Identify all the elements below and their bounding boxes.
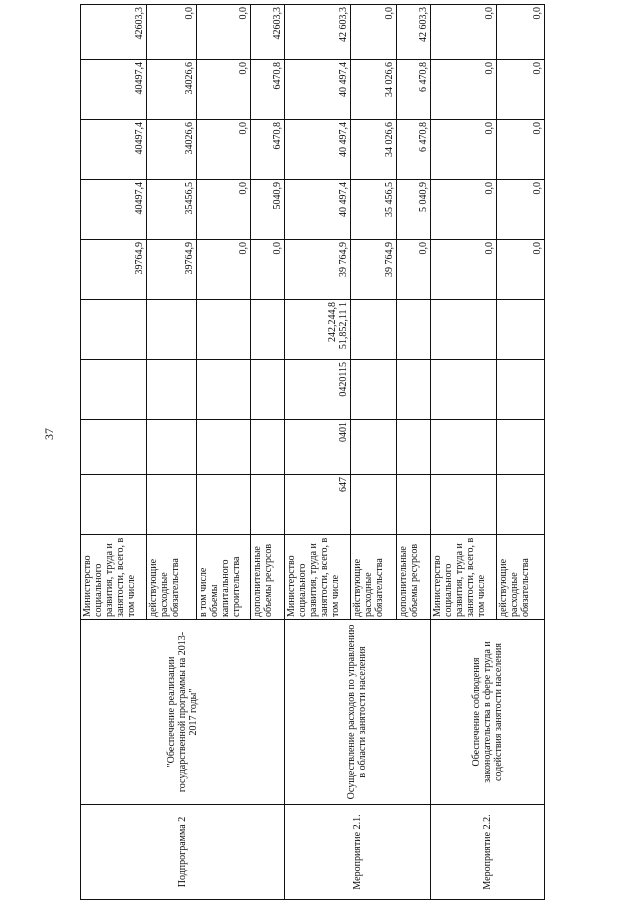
grbs-cell: 647: [285, 475, 351, 535]
source-cell: действующие расходные обязательства: [497, 535, 545, 620]
vr-cell: [81, 300, 147, 360]
value-cell-4: 40 497,4: [285, 60, 351, 120]
value-cell-1: 39764,9: [147, 240, 197, 300]
source-cell: дополнительные объемы ресурсов: [250, 535, 284, 620]
value-cell-4: 0,0: [197, 60, 251, 120]
value-cell-3: 6470,8: [250, 120, 284, 180]
vr-cell: [250, 300, 284, 360]
csr-cell: [81, 360, 147, 420]
value-cell-1: 0,0: [396, 240, 430, 300]
rzpr-cell: [351, 420, 397, 475]
value-cell-3: 40497,4: [81, 120, 147, 180]
value-cell-5: 42603,3: [81, 5, 147, 60]
value-cell-2: 35456,5: [147, 180, 197, 240]
value-cell-5: 0,0: [351, 5, 397, 60]
source-cell: действующие расходные обязательства: [147, 535, 197, 620]
source-cell: в том числе объемы капитального строительства: [197, 535, 251, 620]
grbs-cell: [351, 475, 397, 535]
value-cell-1: 0,0: [497, 240, 545, 300]
value-cell-2: 5 040,9: [396, 180, 430, 240]
value-cell-5: 0,0: [430, 5, 496, 60]
rzpr-cell: [147, 420, 197, 475]
value-cell-3: 0,0: [197, 120, 251, 180]
csr-cell: [430, 360, 496, 420]
table-row: [81, 5, 147, 900]
grbs-cell: [81, 475, 147, 535]
value-cell-1: 39 764,9: [351, 240, 397, 300]
value-cell-2: 0,0: [497, 180, 545, 240]
grbs-cell: [396, 475, 430, 535]
csr-cell: [147, 360, 197, 420]
value-cell-4: 6470,8: [250, 60, 284, 120]
value-cell-1: 0,0: [250, 240, 284, 300]
rzpr-cell: [497, 420, 545, 475]
csr-cell: [250, 360, 284, 420]
value-cell-2: 5040,9: [250, 180, 284, 240]
rzpr-cell: [396, 420, 430, 475]
value-cell-1: 0,0: [430, 240, 496, 300]
value-cell-2: 0,0: [197, 180, 251, 240]
vr-cell: [396, 300, 430, 360]
csr-cell: 0420115: [285, 360, 351, 420]
value-cell-4: 40497,4: [81, 60, 147, 120]
vr-cell: [197, 300, 251, 360]
rzpr-cell: [197, 420, 251, 475]
rzpr-cell: [250, 420, 284, 475]
rzpr-cell: 0401: [285, 420, 351, 475]
rotated-table-container: [80, 5, 545, 900]
section-cell: Мероприятие 2.2.: [430, 805, 544, 900]
grbs-cell: [497, 475, 545, 535]
rzpr-cell: [81, 420, 147, 475]
source-cell: Министерство социального развития, труда и занятости, всего, в том числе: [285, 535, 351, 620]
value-cell-5: 42 603,3: [396, 5, 430, 60]
title-cell: Обеспечение соблюдения законодательства в сфере труда и содействия занятости населения: [430, 620, 544, 805]
value-cell-2: 40 497,4: [285, 180, 351, 240]
value-cell-1: 39764,9: [81, 240, 147, 300]
value-cell-3: 34026,6: [147, 120, 197, 180]
source-cell: Министерство социального развития, труда и занятости, всего, в том числе: [81, 535, 147, 620]
vr-cell: [147, 300, 197, 360]
csr-cell: [497, 360, 545, 420]
value-cell-3: 0,0: [430, 120, 496, 180]
page-number: 37: [42, 428, 56, 440]
table-row: [285, 5, 351, 900]
title-cell: "Обеспечение реализации государственной программы на 2013-2017 годы": [81, 620, 285, 805]
value-cell-1: 39 764,9: [285, 240, 351, 300]
source-cell: Министерство социального развития, труда и занятости, всего, в том числе: [430, 535, 496, 620]
value-cell-5: 0,0: [197, 5, 251, 60]
value-cell-4: 0,0: [497, 60, 545, 120]
grbs-cell: [430, 475, 496, 535]
vr-cell: [430, 300, 496, 360]
value-cell-3: 6 470,8: [396, 120, 430, 180]
vr-cell: 242,244,8 51,852,11 1: [285, 300, 351, 360]
value-cell-4: 34026,6: [147, 60, 197, 120]
csr-cell: [197, 360, 251, 420]
value-cell-5: 42603,3: [250, 5, 284, 60]
source-cell: действующие расходные обязательства: [351, 535, 397, 620]
section-cell: Подпрограмма 2: [81, 805, 285, 900]
title-cell: Осуществление расходов по управлению в области занятости населения: [285, 620, 431, 805]
value-cell-5: 0,0: [147, 5, 197, 60]
value-cell-5: 0,0: [497, 5, 545, 60]
vr-cell: [497, 300, 545, 360]
value-cell-3: 34 026,6: [351, 120, 397, 180]
budget-table: [80, 4, 545, 900]
csr-cell: [351, 360, 397, 420]
value-cell-4: 34 026,6: [351, 60, 397, 120]
csr-cell: [396, 360, 430, 420]
grbs-cell: [250, 475, 284, 535]
value-cell-2: 40497,4: [81, 180, 147, 240]
value-cell-3: 0,0: [497, 120, 545, 180]
value-cell-1: 0,0: [197, 240, 251, 300]
value-cell-3: 40 497,4: [285, 120, 351, 180]
value-cell-4: 0,0: [430, 60, 496, 120]
table-row: [430, 5, 496, 900]
section-cell: Мероприятие 2.1.: [285, 805, 431, 900]
value-cell-2: 0,0: [430, 180, 496, 240]
source-cell: дополнительные объемы ресурсов: [396, 535, 430, 620]
vr-cell: [351, 300, 397, 360]
value-cell-2: 35 456,5: [351, 180, 397, 240]
grbs-cell: [147, 475, 197, 535]
rzpr-cell: [430, 420, 496, 475]
grbs-cell: [197, 475, 251, 535]
value-cell-4: 6 470,8: [396, 60, 430, 120]
value-cell-5: 42 603,3: [285, 5, 351, 60]
